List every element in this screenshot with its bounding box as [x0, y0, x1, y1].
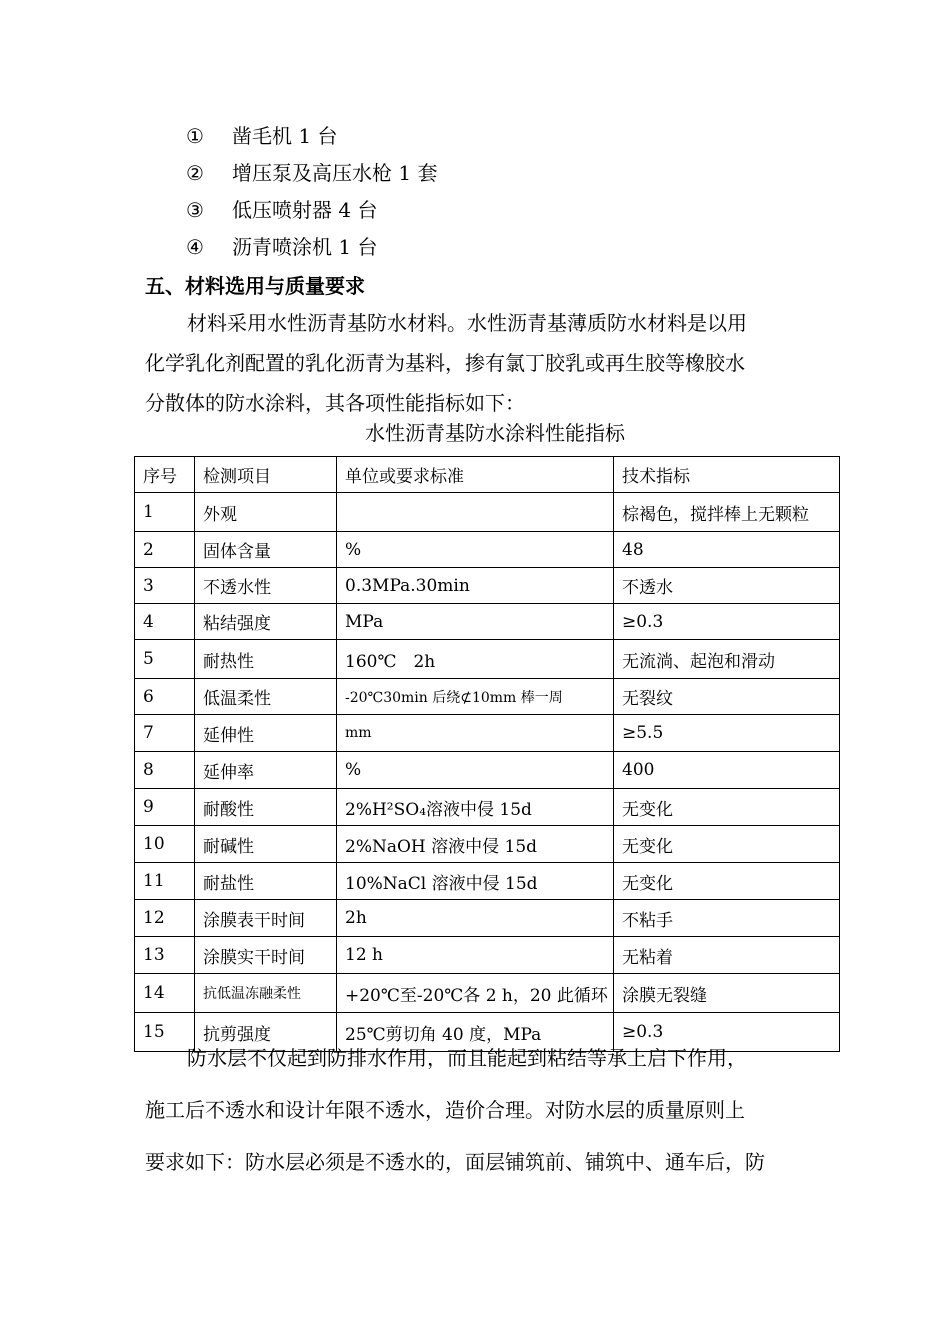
table-cell: 10%NaCl 溶液中侵 15d [337, 863, 614, 900]
table-cell: 2 [135, 532, 195, 568]
table-cell: 3 [135, 568, 195, 604]
table-cell: 外观 [195, 493, 337, 532]
table-row [135, 900, 840, 937]
header-cell: 序号 [135, 457, 195, 493]
list-item [186, 235, 377, 259]
list-item [186, 198, 377, 222]
list-item [186, 124, 337, 148]
list-number: ③ [186, 198, 204, 222]
table-cell: -20℃30min 后绕⊄10mm 棒一周 [337, 679, 614, 715]
list-text: 增压泵及高压水枪 1 套 [232, 161, 438, 185]
table-cell: 25℃剪切角 40 度，MPa [337, 1013, 614, 1052]
table-cell: 粘结强度 [195, 604, 337, 640]
table-cell: 12 [135, 900, 195, 937]
table-cell: 耐酸性 [195, 789, 337, 826]
table-cell: 2%H²SO₄溶液中侵 15d [337, 789, 614, 826]
table-cell: 2%NaOH 溶液中侵 15d [337, 826, 614, 863]
table-cell: ≥0.3 [614, 604, 840, 640]
table-row [135, 752, 840, 789]
table-row [135, 640, 840, 679]
table-cell: 不粘手 [614, 900, 840, 937]
table-cell: 涂膜无裂缝 [614, 974, 840, 1013]
table-cell: 抗低温冻融柔性 [195, 974, 337, 1013]
table-cell: 固体含量 [195, 532, 337, 568]
paragraph-line: 施工后不透水和设计年限不透水，造价合理。对防水层的质量原则上 [145, 1098, 745, 1122]
list-item [186, 161, 437, 185]
table-cell: 1 [135, 493, 195, 532]
table-cell: 13 [135, 937, 195, 974]
paragraph-line: 化学乳化剂配置的乳化沥青为基料，掺有氯丁胶乳或再生胶等橡胶水 [145, 351, 745, 375]
table-row [135, 568, 840, 604]
table-cell: 10 [135, 826, 195, 863]
performance-table [134, 456, 840, 1052]
table-cell [337, 493, 614, 532]
header-cell: 技术指标 [614, 457, 840, 493]
list-text: 凿毛机 1 台 [232, 124, 338, 148]
table-cell: 低温柔性 [195, 679, 337, 715]
table-cell: +20℃至-20℃各 2 h，20 此循环 [337, 974, 614, 1013]
table-cell: 11 [135, 863, 195, 900]
table-header-row [135, 457, 840, 493]
table-cell: ≥5.5 [614, 715, 840, 752]
table-cell: 延伸率 [195, 752, 337, 789]
table-row [135, 679, 840, 715]
table-cell: 延伸性 [195, 715, 337, 752]
paragraph-line: 分散体的防水涂料，其各项性能指标如下： [145, 391, 525, 415]
table-cell: 12 h [337, 937, 614, 974]
table-cell: 耐热性 [195, 640, 337, 679]
table-cell: 5 [135, 640, 195, 679]
table-cell: 6 [135, 679, 195, 715]
list-text: 低压喷射器 4 台 [232, 198, 378, 222]
table-cell: 9 [135, 789, 195, 826]
table-row [135, 937, 840, 974]
table-cell: 不透水 [614, 568, 840, 604]
list-number: ④ [186, 235, 204, 259]
list-text: 沥青喷涂机 1 台 [232, 235, 378, 259]
header-cell: 单位或要求标准 [337, 457, 614, 493]
table-caption: 水性沥青基防水涂料性能指标 [365, 421, 625, 445]
table-row [135, 715, 840, 752]
table-cell: 14 [135, 974, 195, 1013]
table-cell: 4 [135, 604, 195, 640]
paragraph-line: 材料采用水性沥青基防水材料。水性沥青基薄质防水材料是以用 [187, 311, 747, 335]
table-cell: 8 [135, 752, 195, 789]
table-cell: 0.3MPa.30min [337, 568, 614, 604]
table-row [135, 789, 840, 826]
table-cell: 400 [614, 752, 840, 789]
table-cell: 不透水性 [195, 568, 337, 604]
closing-paragraph [145, 1032, 815, 1188]
table-cell: mm [337, 715, 614, 752]
list-number: ② [186, 161, 204, 185]
table-cell: 无变化 [614, 826, 840, 863]
table-cell: 耐碱性 [195, 826, 337, 863]
paragraph-line: 防水层不仅起到防排水作用，而且能起到粘结等承上启下作用， [187, 1046, 747, 1070]
table-row [135, 532, 840, 568]
table-cell: 耐盐性 [195, 863, 337, 900]
table-cell: ≥0.3 [614, 1013, 840, 1052]
table-cell: % [337, 752, 614, 789]
table-cell: 48 [614, 532, 840, 568]
table-cell: 无变化 [614, 863, 840, 900]
table-row [135, 863, 840, 900]
paragraph-line: 要求如下：防水层必须是不透水的，面层铺筑前、铺筑中、通车后，防 [145, 1150, 765, 1174]
table-cell: 无流淌、起泡和滑动 [614, 640, 840, 679]
table-cell: 涂膜表干时间 [195, 900, 337, 937]
table-cell: 无裂纹 [614, 679, 840, 715]
table-cell: 棕褐色，搅拌棒上无颗粒 [614, 493, 840, 532]
intro-paragraph [145, 303, 815, 423]
table-cell: 无粘着 [614, 937, 840, 974]
list-number: ① [186, 124, 204, 148]
table-cell: 涂膜实干时间 [195, 937, 337, 974]
table-cell: MPa [337, 604, 614, 640]
table-cell: 无变化 [614, 789, 840, 826]
table-cell: 15 [135, 1013, 195, 1052]
section-heading: 五、材料选用与质量要求 [145, 274, 365, 298]
table-row [135, 974, 840, 1013]
table-row [135, 493, 840, 532]
table-cell: 7 [135, 715, 195, 752]
table-row [135, 826, 840, 863]
table-cell: 抗剪强度 [195, 1013, 337, 1052]
table-cell: % [337, 532, 614, 568]
table-row [135, 604, 840, 640]
header-cell: 检测项目 [195, 457, 337, 493]
table-cell: 2h [337, 900, 614, 937]
table-cell: 160℃ 2h [337, 640, 614, 679]
